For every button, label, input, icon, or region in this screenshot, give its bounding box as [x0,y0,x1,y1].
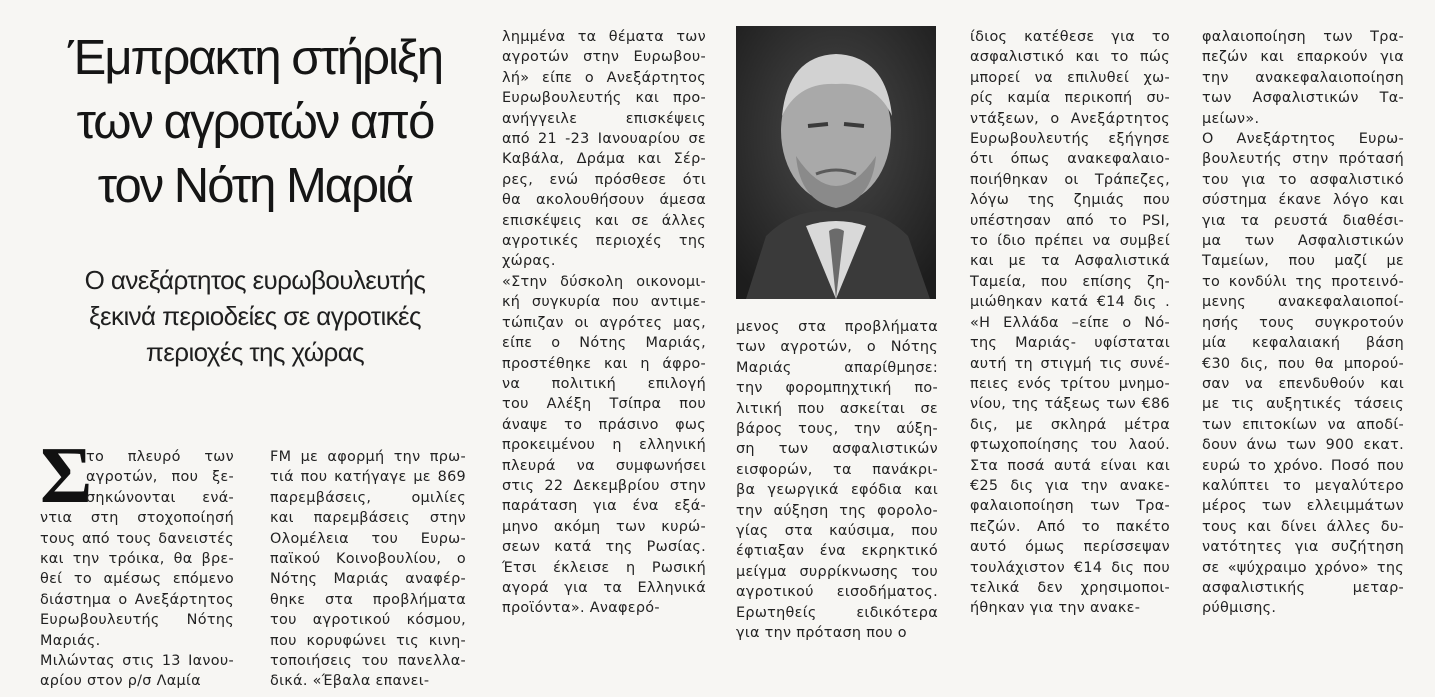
headline-line: των αγροτών από [76,95,434,149]
article-line: ποιήθηκαν οι Τράπεζες, [970,171,1170,188]
article-line: άναψε το πράσινο φως [502,416,706,433]
article-line: Ταμείων, που μαζί με [1202,253,1404,270]
drop-cap: Σ [40,432,93,520]
article-column-1 [40,447,234,692]
article-line: προϊόντα». Αναφερό- [502,600,660,617]
article-line: ντια στη στοχοποίησή [40,510,234,527]
article-line: Έτσι έκλεισε η Ρωσική [502,559,706,576]
article-line: Ευρωβουλευτής Νότης [40,612,234,629]
article-line: την αύξηση της φορολο- [736,502,938,519]
article-line: παϊκού Κοινοβουλίου, ο [270,551,466,568]
article-line: και παρεμβάσεις στην [270,510,466,527]
article-line: Στα ποσά αυτά είναι και [970,457,1170,474]
article-line: πεζών και επαρκούν για [1202,49,1404,66]
article-line: το πλευρό των [86,449,234,465]
article-line: νίου, της τάξεως των €86 [970,396,1170,413]
article-line: να πολιτική επιλογή [502,375,706,392]
article-line: μιώθηκαν κατά €14 δις . [970,294,1170,311]
article-line: των επιτοκίων να αποδί- [1202,416,1404,433]
subheadline-line: ξεκινά περιοδείες σε αγροτικές [89,301,421,331]
article-line: βα γεωργικά εφόδια και [736,482,938,499]
article-line: προκειμένου η ελληνική [502,437,706,454]
portrait-photo [736,26,936,299]
article-line: για την πρόταση που ο [736,625,907,642]
headline-line: Έμπρακτη στήριξη [67,31,443,85]
article-line: Μιλώντας στις 13 Ιανου- [40,653,234,670]
article-line: «Η Ελλάδα –είπε ο Νό- [970,314,1170,331]
article-line: θα ακολουθήσουν άμεσα [502,192,706,209]
article-line: θεί το αμέσως επόμενο [40,571,234,588]
article-line: μπορεί να επιλυθεί χω- [970,69,1170,86]
article-line: διάστημα ο Ανεξάρτητος [40,591,234,608]
article-line: τους από τους δανειστές [40,530,234,547]
article-line: φαλαιοποίηση των Τρα- [970,498,1170,515]
article-line: το κονδύλι της προτεινό- [1202,273,1404,290]
article-line: δις, με σκληρά μέτρα [970,416,1170,433]
article-line: νατότητες για συζήτηση [1202,539,1404,556]
article-line: του Αλέξη Τσίπρα που [502,396,706,413]
article-line: θηκε στα προβλήματα [270,591,466,608]
article-line: μείων». [1202,110,1260,127]
article-line: Ταμεία, που επίσης ζη- [970,273,1170,290]
article-line: Νότης Μαριάς αναφέρ- [270,571,466,588]
article-line: Ολομέλεια του Ευρω- [270,530,466,547]
article-line: επισκέψεις και σε άλλες [502,212,706,229]
article-line: κή συγκυρία που αντιμε- [502,294,706,311]
article-line: λημμένα τα θέματα των [502,29,706,45]
article-line: Μαριάς. [40,632,101,649]
article-line: αρίου στον ρ/σ Λαμία [40,673,201,690]
article-line: ση των ασφαλιστικών [736,441,938,458]
article-line: των Ασφαλιστικών Τα- [1202,90,1404,107]
article-line: μηνο ακόμη των κυρώ- [502,518,706,535]
article-line: της Μαριάς- υφίσταται [970,335,1170,352]
article-line: ρύθμισης. [1202,600,1277,617]
article-line: παρεμβάσεις, ομιλίες [270,489,466,506]
article-line: λόγω της ζημιάς που [970,192,1170,209]
article-line: €25 δις για την ανακε- [970,477,1170,494]
article-line: των αγροτών, ο Νότης [736,339,938,356]
article-line: του αγροτικού κόσμου, [270,612,466,629]
article-line: πλευρά να συμφωνήσει [502,457,706,474]
article-line: υπέστησαν από το PSI, [970,212,1170,229]
article-line: για τα ρευστά διαθέσι- [1202,212,1404,229]
article-line: μία κεφαλαιακή βάση [1202,335,1404,352]
article-line: εισφορών, τα πανάκρι- [736,461,938,478]
article-line: τελικά δεν χρησιμοποι- [970,579,1170,596]
article-line: ντάξεων, ο Ανεξάρτητος [970,110,1170,127]
subheadline-line: περιοχές της χώρας [145,337,365,367]
article-line: ασφαλιστικής μεταρ- [1202,579,1404,596]
article-line: τους και δίνει άλλες δυ- [1202,518,1404,535]
article-line: ότι όπως ανακεφαλαιο- [970,151,1170,168]
portrait-icon [736,26,936,299]
article-line: αγροτών στην Ευρωβου- [502,49,706,66]
article-line: Ερωτηθείς ειδικότερα [736,604,938,621]
article-line: αγροτικές περιοχές της [502,233,706,250]
article-line: το ίδιο πρέπει να συμβεί [970,233,1170,250]
article-line: μέρος των ελλειμμάτων [1202,498,1404,515]
article-line: λιτική που ασκείται σε [736,400,938,417]
article-line: χώρας. [502,253,556,270]
article-line: φτωχοποίησης του λαού. [970,437,1170,454]
article-column-2 [270,447,466,692]
article-line: μείγμα συρρίκνωσης του [736,563,938,580]
article-line: προστέθηκε και η άφρο- [502,355,706,372]
article-line: την φορομπηχτική πο- [736,380,938,397]
article-column-4 [736,317,938,644]
article-line: που κορυφώνει τις κινη- [270,632,466,649]
article-line: τουλάχιστον €14 δις που [970,559,1170,576]
article-line: τοποιήσεις του πανελλα- [270,653,466,670]
article-line: δουν άνω των 900 εκατ. [1202,437,1404,454]
article-line: «Στην δύσκολη οικονομι- [502,273,706,290]
article-line: την ανακεφαλαιοποίηση [1202,69,1404,86]
article-line: σεων κατά της Ρωσίας. [502,539,706,556]
article-line: τώπιζαν οι αγρότες μας, [502,314,706,331]
headline-line: τον Νότη Μαριά [97,159,413,213]
article-line: μενης ανακεφαλαιοποί- [1202,294,1404,311]
article-line: αυτό όμως περίσσεψαν [970,539,1170,556]
article-line: παράταση για ένα εξά- [502,498,706,515]
article-line: αγορά για τα Ελληνικά [502,579,706,596]
article-line: από 21 -23 Ιανουαρίου σε [502,131,706,148]
article-line: έφτιαξαν ένα εκρηκτικό [736,543,938,560]
article-line: και την τρόικα, θα βρε- [40,551,234,568]
article-line: λή» είπε ο Ανεξάρτητος [502,69,706,86]
article-line: ρίς καμία περικοπή συ- [970,90,1170,107]
article-line: του για το ασφαλιστικό [1202,171,1404,188]
article-line: ανήγγειλε επισκέψεις [502,110,706,127]
article-column-5 [970,27,1170,619]
article-line: με τις αυξητικές τάσεις [1202,396,1404,413]
article-line: ήθηκαν για την ανακε- [970,600,1141,617]
article-line: αγροτικού εισοδήματος. [736,584,938,601]
subheadline [40,262,470,370]
article-line: Ευρωβουλευτής και προ- [502,90,706,107]
article-line: FM με αφορμή την πρω- [270,449,466,465]
article-line: Ευρωβουλευτής εξήγησε [970,131,1170,148]
article-line: μα των Ασφαλιστικών [1202,233,1404,250]
article-line: σαν να επενδυθούν και [1202,375,1404,392]
article-line: Μαριάς απαρίθμησε: [736,359,938,376]
article-line: ευρώ το χρόνο. Ποσό που [1202,457,1404,474]
article-line: δικά. «Έβαλα επανει- [270,673,430,690]
article-line: €30 δις, που θα μπορού- [1202,355,1404,372]
article-line: είπε ο Νότης Μαριάς, [502,335,706,352]
article-line: ασφαλιστικό και το πώς [970,49,1170,66]
article-line: πεζών. Από το πακέτο [970,518,1170,535]
article-line: και με τα Ασφαλιστικά [970,253,1170,270]
article-column-3 [502,27,706,619]
article-line: αγροτών, που ξε- [86,469,234,486]
article-line: αυτή τη στιγμή τις συνέ- [970,355,1170,372]
article-line: καλύπτει το μεγαλύτερο [1202,477,1404,494]
article-line: Ο Ανεξάρτητος Ευρω- [1202,131,1404,148]
headline [40,26,470,218]
article-line: μενος στα προβλήματα [736,319,938,335]
article-line: τιά που κατήγαγε με 869 [270,469,466,486]
article-line: Καβάλα, Δράμα και Σέρ- [502,151,706,168]
article-line: βουλευτής στην πρότασή [1202,151,1404,168]
article-line: βάρος τους, την αύξη- [736,421,938,438]
article-line: στις 22 Δεκεμβρίου στην [502,477,706,494]
article-line: πειες ενός τρίτου μνημο- [970,375,1170,392]
article-line: σηκώνονται ενά- [86,489,234,506]
article-line: ίδιος κατέθεσε για το [970,29,1170,45]
article-column-6 [1202,27,1404,619]
article-line: φαλαιοποίηση των Τρα- [1202,29,1404,45]
article-line: σε «ψύχραιμο χρόνο» της [1202,559,1404,576]
article-line: ησής τους συγκροτούν [1202,314,1404,331]
article-line: σύστημα έκανε λόγο και [1202,192,1404,209]
article-line: ρες, ενώ πρόσθεσε ότι [502,171,706,188]
subheadline-line: Ο ανεξάρτητος ευρωβουλευτής [84,265,426,295]
article-line: γίας στα καύσιμα, που [736,523,938,540]
